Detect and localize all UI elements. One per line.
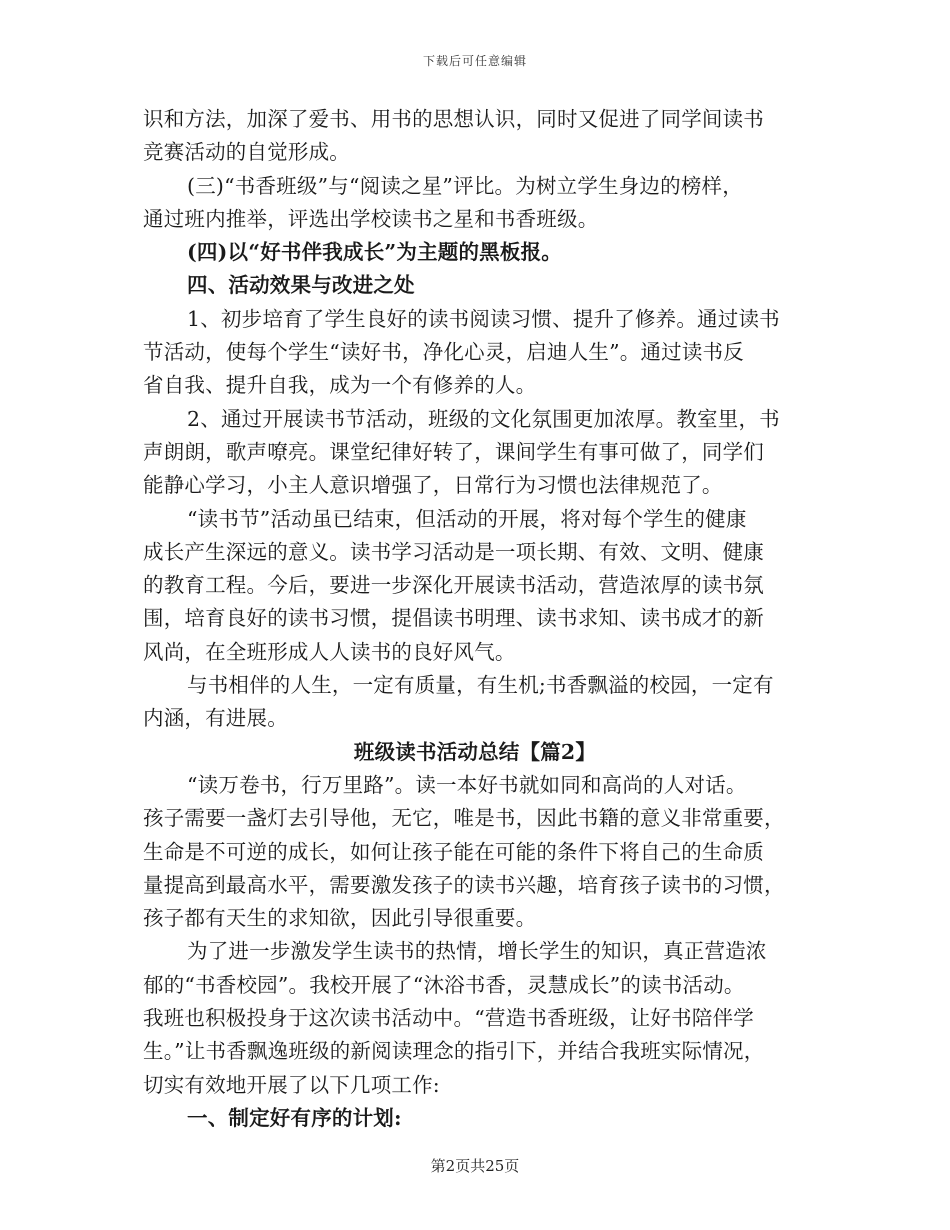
text-line: 省自我、提升自我，成为一个有修养的人。: [143, 373, 537, 398]
text-line: “读万卷书，行万里路”。读一本好书就如同和高尚的人对话。: [187, 772, 747, 797]
text-line: 成长产生深远的意义。读书学习活动是一项长期、有效、文明、健康: [143, 539, 764, 564]
text-line: 切实有效地开展了以下几项工作:: [143, 1072, 440, 1097]
text-line: 一、制定好有序的计划:: [187, 1105, 402, 1130]
text-line: (四)以“好书伴我成长”为主题的黑板报。: [187, 240, 562, 265]
text-line: 的教育工程。今后，要进一步深化开展读书活动，营造浓厚的读书氛: [143, 573, 764, 598]
text-line: 风尚，在全班形成人人读书的良好风气。: [143, 639, 516, 664]
text-line: 识和方法，加深了爱书、用书的思想认识，同时又促进了同学间读书: [143, 107, 764, 131]
text-line: 声朗朗，歌声嘹亮。课堂纪律好转了，课间学生有事可做了，同学们: [143, 439, 764, 464]
document-body: [143, 103, 807, 1135]
text-line: 节活动，使每个学生“读好书，净化心灵，启迪人生”。通过读书反: [143, 340, 744, 365]
text-line: 与书相伴的人生，一定有质量，有生机;书香飘溢的校园，一定有: [187, 673, 774, 698]
section-title: 班级读书活动总结【篇2】: [353, 739, 597, 764]
text-line: (三)“书香班级”与“阅读之星”评比。为树立学生身边的榜样，: [187, 173, 743, 198]
page-header: 下载后可任意编辑: [422, 54, 527, 68]
page-number-footer: 第2页共25页: [430, 1157, 520, 1175]
text-line: 生。”让书香飘逸班级的新阅读理念的指引下，并结合我班实际情况，: [143, 1039, 765, 1064]
text-line: 孩子都有天生的求知欲，因此引导很重要。: [143, 906, 537, 931]
text-line: 竞赛活动的自觉形成。: [143, 140, 350, 165]
text-line: 量提高到最高水平，需要激发孩子的读书兴趣，培育孩子读书的习惯，: [143, 872, 785, 897]
text-line: 通过班内推举，评选出学校读书之星和书香班级。: [143, 206, 599, 231]
text-line: 能静心学习，小主人意识增强了，日常行为习惯也法律规范了。: [143, 473, 723, 498]
text-line: “读书节”活动虽已结束，但活动的开展，将对每个学生的健康: [187, 506, 747, 531]
text-line: 围，培育良好的读书习惯，提倡读书明理、读书求知、读书成才的新: [143, 606, 764, 631]
text-line: 2、通过开展读书节活动，班级的文化氛围更加浓厚。教室里，书: [187, 406, 780, 431]
text-line: 我班也积极投身于这次读书活动中。“营造书香班级，让好书陪伴学: [143, 1006, 754, 1031]
text-line: 四、活动效果与改进之处: [187, 273, 415, 298]
text-line: 1、初步培育了学生良好的读书阅读习惯、提升了修养。通过读书: [187, 306, 780, 331]
text-line: 内涵，有进展。: [143, 706, 288, 731]
text-line: 郁的“书香校园”。我校开展了“沐浴书香，灵慧成长”的读书活动。: [143, 972, 745, 997]
text-line: 孩子需要一盏灯去引导他，无它，唯是书，因此书籍的意义非常重要，: [143, 806, 785, 831]
text-line: 为了进一步激发学生读书的热情，增长学生的知识，真正营造浓: [187, 939, 767, 964]
text-line: 生命是不可逆的成长，如何让孩子能在可能的条件下将自己的生命质: [143, 839, 764, 864]
